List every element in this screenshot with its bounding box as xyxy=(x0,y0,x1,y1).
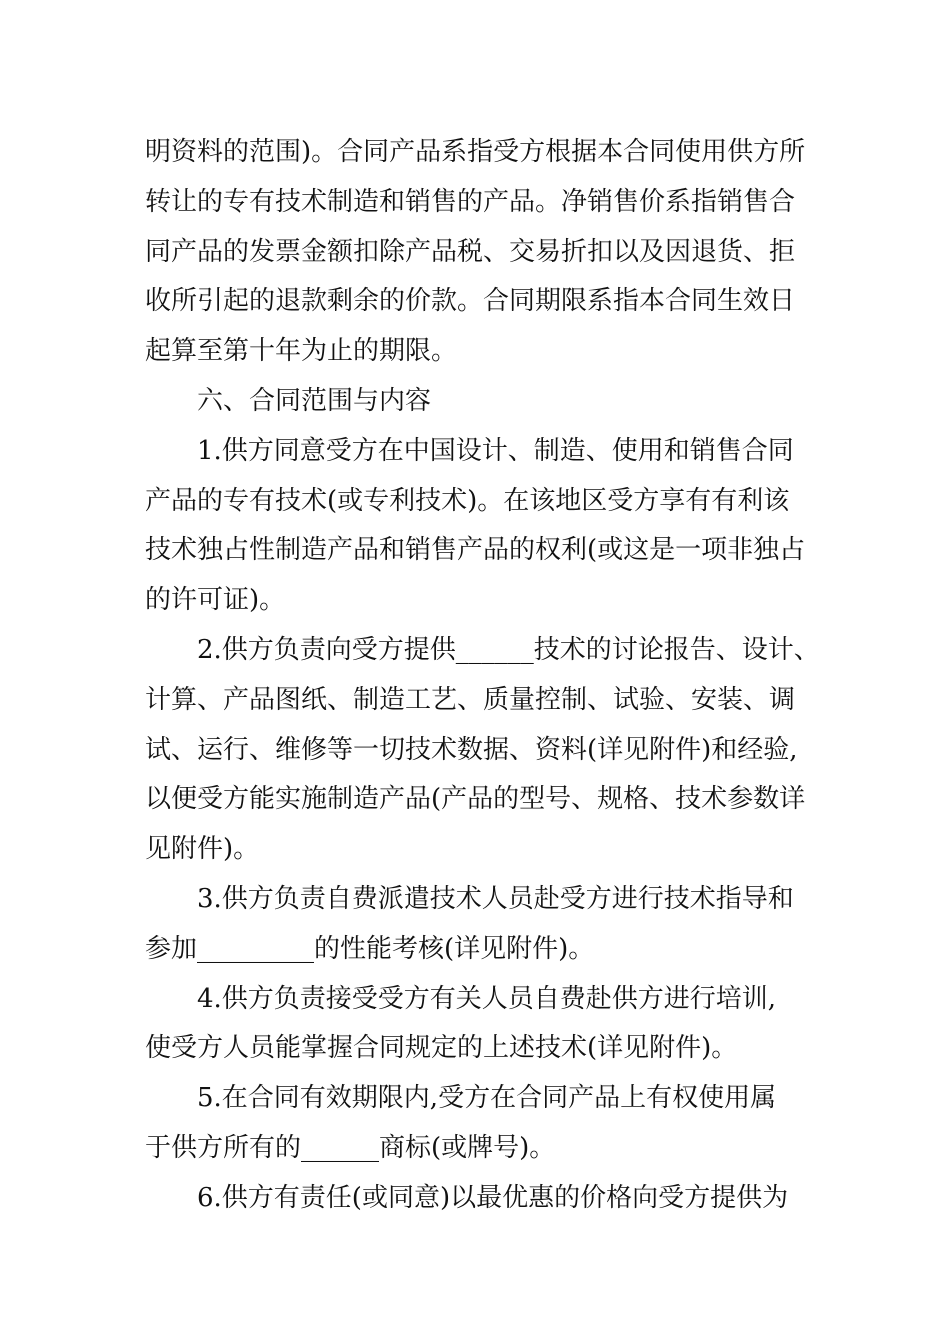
text-line: 见附件)。 xyxy=(145,834,260,865)
text-line: 使受方人员能掌握合同规定的上述技术(详见附件)。 xyxy=(145,1033,738,1064)
text-line: 转让的专有技术制造和销售的产品。净销售价系指销售合 xyxy=(145,186,796,217)
clause-6-start: 6.供方有责任(或同意)以最优惠的价格向受方提供为 xyxy=(197,1182,789,1213)
text-line: 的许可证)。 xyxy=(145,585,286,616)
text-line: 技术独占性制造产品和销售产品的权利(或这是一项非独占 xyxy=(145,535,806,566)
clause-5-start: 5.在合同有效期限内,受方在合同产品上有权使用属 xyxy=(197,1083,777,1114)
clause-4-start: 4.供方负责接受受方有关人员自费赴供方进行培训, xyxy=(197,983,777,1014)
clause-2-start: 2.供方负责向受方提供______技术的讨论报告、设计、 xyxy=(197,634,820,665)
text-line: 产品的专有技术(或专利技术)。在该地区受方享有有利该 xyxy=(145,485,790,516)
clause-3-start: 3.供方负责自费派遣技术人员赴受方进行技术指导和 xyxy=(197,883,794,914)
text-line: 于供方所有的______商标(或牌号)。 xyxy=(145,1132,556,1163)
section-heading: 六、合同范围与内容 xyxy=(197,385,432,416)
text-line: 收所引起的退款剩余的价款。合同期限系指本合同生效日 xyxy=(145,286,796,317)
document-body xyxy=(145,128,825,1224)
text-line: 明资料的范围)。合同产品系指受方根据本合同使用供方所 xyxy=(145,137,806,167)
text-line: 参加_________的性能考核(详见附件)。 xyxy=(145,933,595,964)
clause-1-start: 1.供方同意受方在中国设计、制造、使用和销售合同 xyxy=(197,435,794,466)
text-line: 同产品的发票金额扣除产品税、交易折扣以及因退货、拒 xyxy=(145,236,796,267)
text-line: 试、运行、维修等一切技术数据、资料(详见附件)和经验, xyxy=(145,734,798,765)
text-line: 起算至第十年为止的期限。 xyxy=(145,336,458,367)
text-line: 以便受方能实施制造产品(产品的型号、规格、技术参数详 xyxy=(145,784,806,815)
text-line: 计算、产品图纸、制造工艺、质量控制、试验、安装、调 xyxy=(145,684,796,715)
